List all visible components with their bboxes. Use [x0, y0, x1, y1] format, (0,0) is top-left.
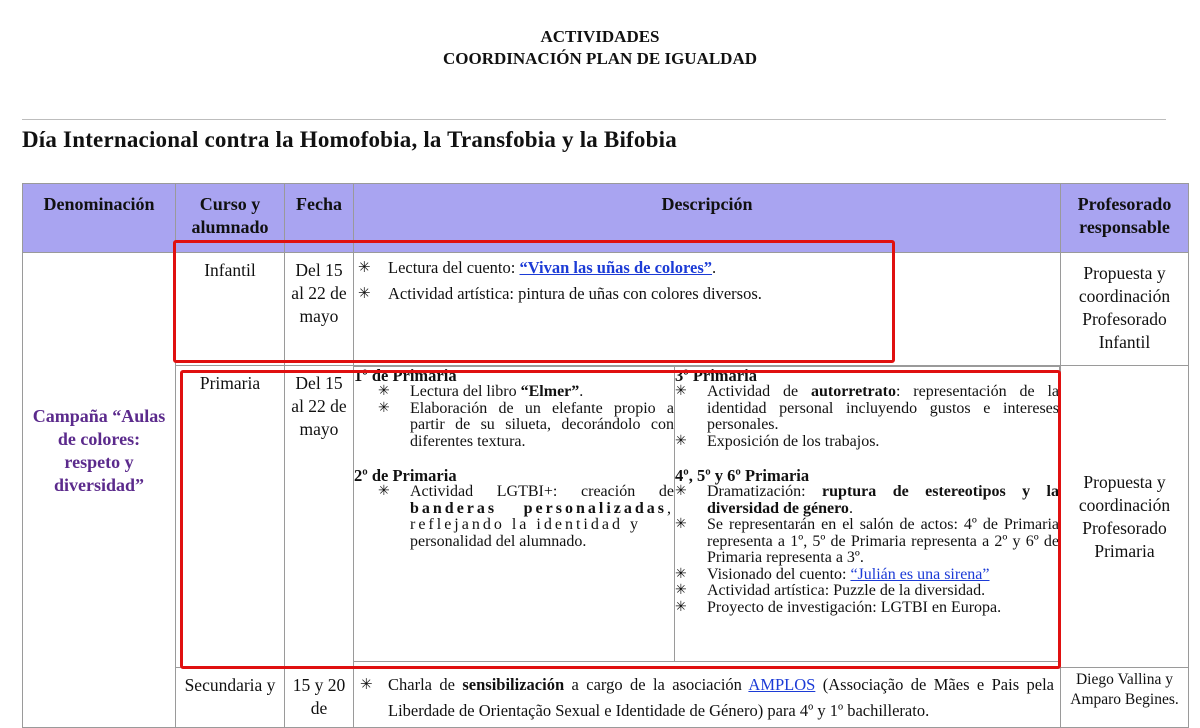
section-title: Día Internacional contra la Homofobia, la Transfobia y la Bifobia — [22, 127, 677, 152]
descripcion-secundaria — [354, 668, 1061, 728]
header-profesorado: Profesorado responsable — [1061, 184, 1189, 253]
descripcion-infantil — [354, 253, 1061, 366]
profesorado-infantil: Propuesta y coordinación Profesorado Infantil — [1061, 253, 1189, 366]
document-heading-activities: ACTIVIDADES — [540, 27, 660, 46]
section-2-primaria: 2º de Primaria — [354, 466, 457, 485]
list-4-6-primaria — [675, 484, 1059, 616]
asterisk-icon: ✳ — [358, 260, 371, 276]
primaria-columns — [354, 366, 1060, 662]
header-fecha: Fecha — [285, 184, 354, 253]
list-2-primaria — [378, 484, 674, 550]
amplos-link[interactable]: AMPLOS — [748, 675, 816, 694]
list-item: ✳ Actividad artística: pintura de uñas con colores diversos. — [388, 281, 1054, 307]
section-3-primaria: 3º Primaria — [675, 366, 757, 385]
list-3-primaria — [675, 384, 1059, 450]
list-item: ✳ Actividad artística: Puzzle de la diversidad. — [675, 583, 1059, 600]
activities-table — [22, 183, 1189, 728]
list-item: ✳ Actividad de autorretrato: representación de la identidad personal incluyendo gustos e intereses personales. — [675, 384, 1059, 434]
list-item: ✳ Proyecto de investigación: LGTBI en Europa. — [675, 600, 1059, 617]
table-row-infantil — [23, 253, 1189, 366]
fecha-primaria: Del 15 al 22 de mayo — [285, 366, 354, 668]
list-item: ✳ Lectura del libro “Elmer”. — [378, 384, 674, 401]
descripcion-primaria — [354, 366, 1061, 668]
fecha-secundaria: 15 y 20 de — [285, 668, 354, 728]
curso-primaria: Primaria — [176, 366, 285, 668]
list-item: ✳ Dramatización: ruptura de estereotipos y la diversidad de género. — [675, 484, 1059, 517]
list-item: ✳ Visionado del cuento: “Julián es una sirena” — [675, 567, 1059, 584]
header-curso: Curso y alumnado — [176, 184, 285, 253]
vivan-las-unas-link[interactable]: “Vivan las uñas de colores” — [519, 258, 713, 277]
curso-secundaria: Secundaria y — [176, 668, 285, 728]
list-item: ✳ Exposición de los trabajos. — [675, 434, 1059, 451]
list-item: ✳ Actividad LGTBI+: creación de banderas personalizadas, reflejando la identidad y personalidad del alumnado. — [378, 484, 674, 550]
header-descripcion: Descripción — [354, 184, 1061, 253]
list-item: ✳ Se representarán en el salón de actos: 4º de Primaria representa a 1º, 5º de Primaria representa a 2º y 6º de Primaria representa a 3º. — [675, 517, 1059, 567]
campaign-cell — [23, 253, 176, 728]
campaign-name: Campaña “Aulas de colores: respeto y diversidad” — [32, 406, 166, 495]
primaria-right-column — [675, 367, 1060, 662]
profesorado-primaria: Propuesta y coordinación Profesorado Primaria — [1061, 366, 1189, 668]
table-row-secundaria — [23, 668, 1189, 728]
profesorado-secundaria: Diego Vallina y Amparo Begines. — [1061, 668, 1189, 728]
table-header-row — [23, 184, 1189, 253]
asterisk-icon: ✳ — [358, 286, 371, 302]
list-1-primaria — [378, 384, 674, 450]
section-1-primaria: 1º de Primaria — [354, 366, 457, 385]
document-heading-coordination: COORDINACIÓN PLAN DE IGUALDAD — [442, 49, 758, 68]
list-item: ✳ Elaboración de un elefante propio a partir de su silueta, decorándolo con diferentes textura. — [378, 401, 674, 451]
curso-infantil: Infantil — [176, 253, 285, 366]
julian-es-una-sirena-link[interactable]: “Julián es una sirena” — [850, 565, 990, 583]
list-item: ✳ Charla de sensibilización a cargo de la asociación AMPLOS (Associação de Mães e Pais pela Liberdade de Orientação Sexual e Identidade de Género) para 4º y 1º bachillerato. — [360, 672, 1054, 724]
horizontal-rule — [22, 119, 1166, 120]
list-item: ✳ Lectura del cuento: “Vivan las uñas de colores”. — [388, 255, 1054, 281]
table-row-primaria — [23, 366, 1189, 668]
asterisk-icon: ✳ — [360, 677, 373, 693]
fecha-infantil: Del 15 al 22 de mayo — [285, 253, 354, 366]
header-denominacion: Denominación — [23, 184, 176, 253]
primaria-left-column — [354, 367, 675, 662]
section-4-6-primaria: 4º, 5º y 6º Primaria — [675, 466, 810, 485]
